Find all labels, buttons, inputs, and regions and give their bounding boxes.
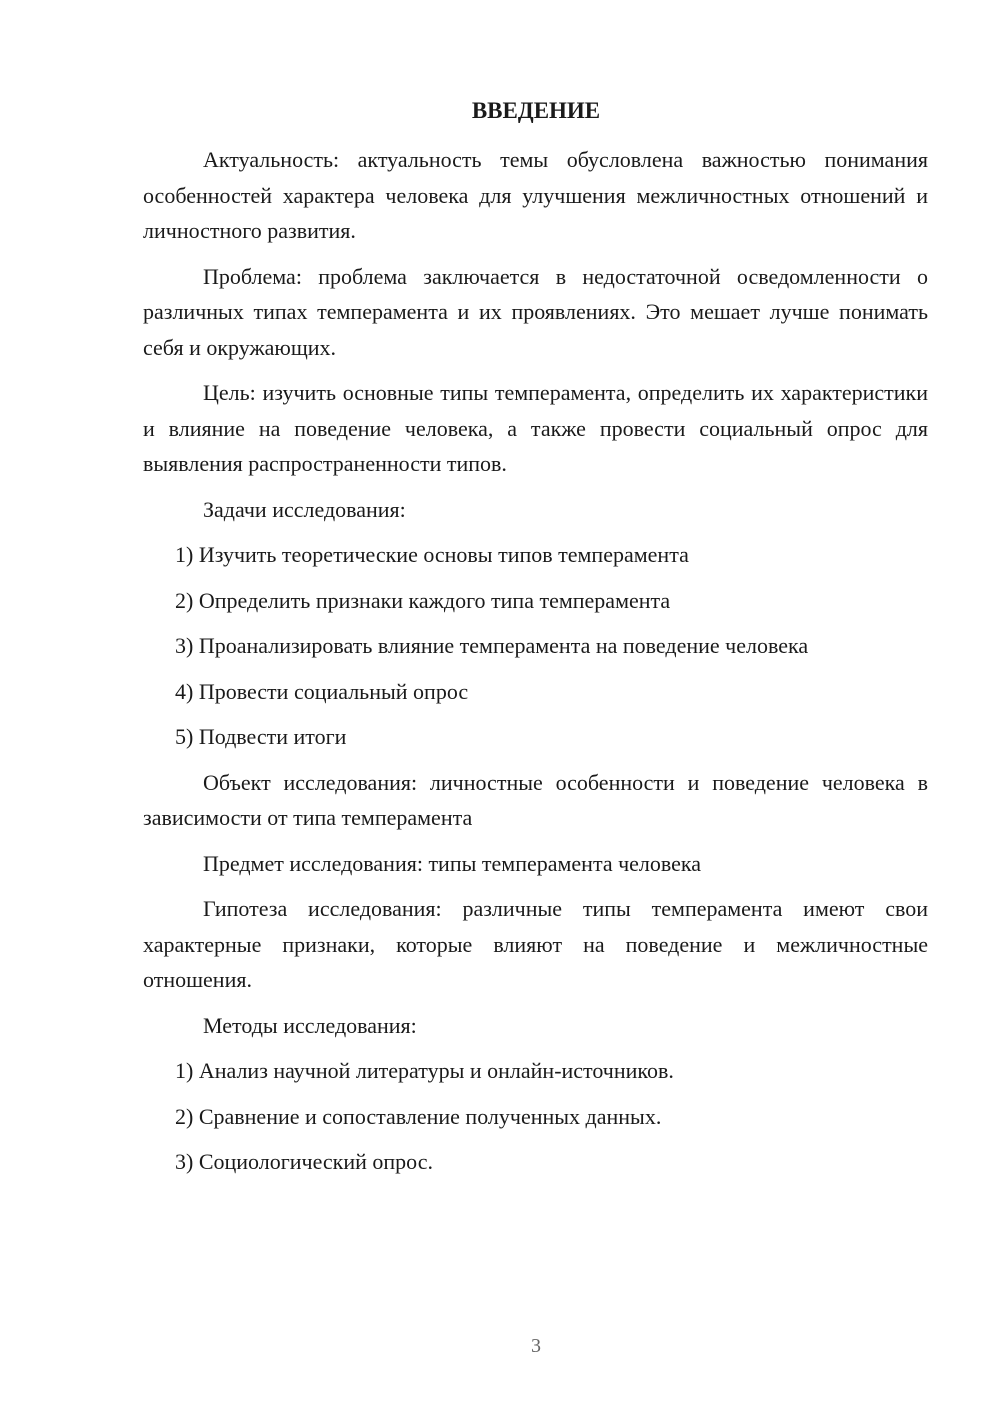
tasks-list	[143, 537, 928, 755]
tasks-heading: Задачи исследования:	[203, 496, 406, 522]
object-paragraph: Объект исследования: личностные особенности и поведение человека в зависимости от типа темперамента	[143, 769, 928, 830]
page-title: ВВЕДЕНИЕ	[471, 98, 601, 123]
task-item: 5) Подвести итоги	[175, 724, 347, 749]
relevance-paragraph: Актуальность: актуальность темы обусловлена важностью понимания особенностей характера человека для улучшения межличностных отношений и личностного развития.	[143, 147, 928, 243]
methods-heading: Методы исследования:	[203, 1012, 417, 1038]
task-item: 4) Провести социальный опрос	[175, 678, 469, 704]
method-item: 3) Социологический опрос.	[175, 1149, 433, 1174]
hypothesis-paragraph: Гипотеза исследования: различные типы темперамента имеют свои характерные признаки, которые влияют на поведение и межличностные отношения.	[143, 896, 928, 992]
page-number: 3	[531, 1335, 541, 1357]
goal-paragraph: Цель: изучить основные типы темперамента, определить их характеристики и влияние на поведение человека, а также провести социальный опрос для выявления распространенности типов.	[143, 380, 928, 476]
method-item: 1) Анализ научной литературы и онлайн-источников.	[175, 1058, 674, 1083]
task-item: 3) Проанализировать влияние темперамента на поведение человека	[175, 633, 809, 658]
method-item: 2) Сравнение и сопоставление полученных данных.	[175, 1103, 662, 1129]
methods-list	[143, 1053, 928, 1180]
document-body	[143, 142, 928, 1190]
subject-paragraph: Предмет исследования: типы темперамента человека	[203, 850, 702, 876]
task-item: 1) Изучить теоретические основы типов темперамента	[175, 542, 689, 567]
problem-paragraph: Проблема: проблема заключается в недостаточной осведомленности о различных типах темперамента и их проявлениях. Это мешает лучше понимать себя и окружающих.	[143, 263, 928, 360]
task-item: 2) Определить признаки каждого типа темперамента	[175, 587, 671, 613]
